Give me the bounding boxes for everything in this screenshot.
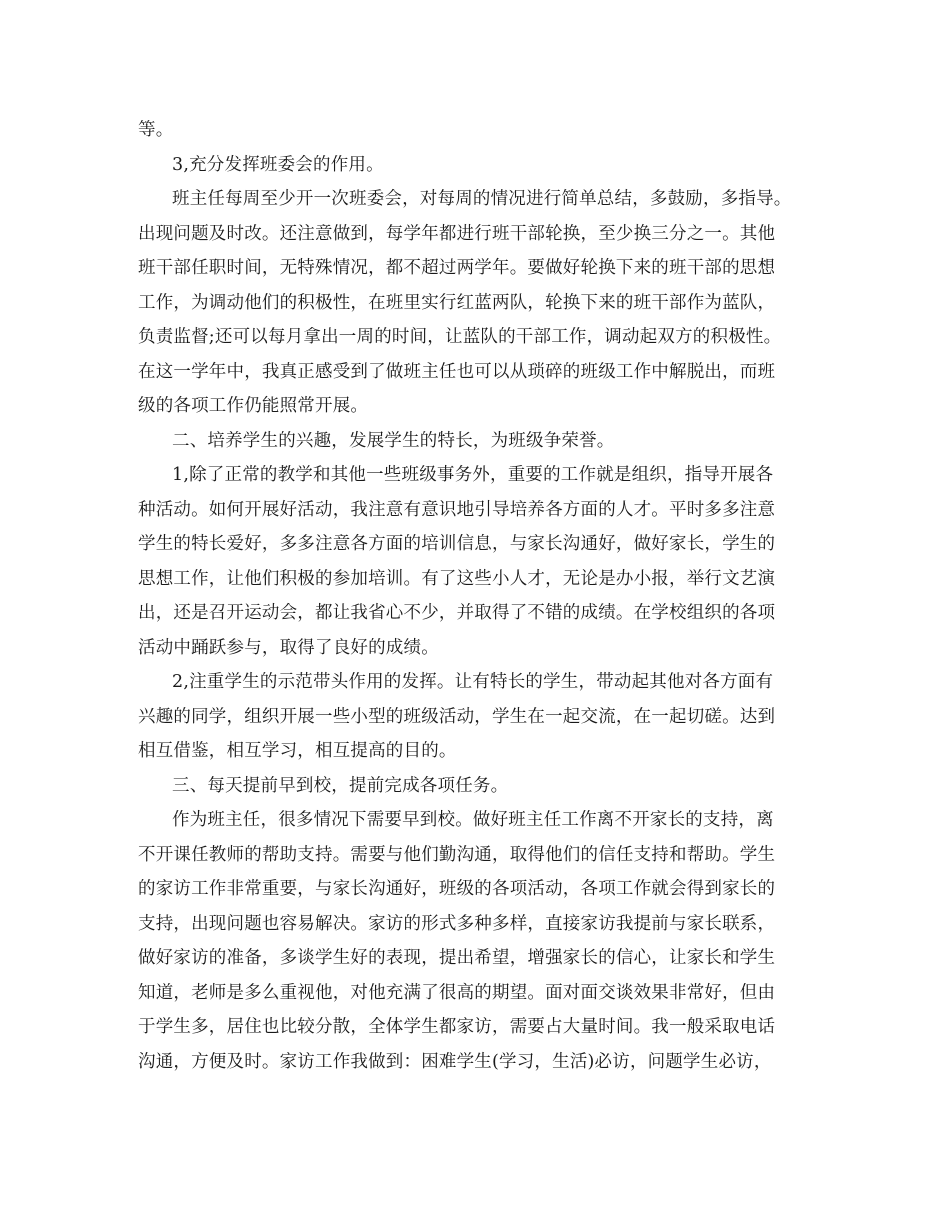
text-line-8: 在这一学年中，我真正感受到了做班主任也可以从琐碎的班级工作中解脱出，而班 [138,361,776,382]
text-line-14: 思想工作，让他们积极的参加培训。有了这些小人才，无论是办小报，举行文艺演 [138,568,776,589]
text-line-13: 学生的特长爱好，多多注意各方面的培训信息，与家长沟通好，做好家长，学生的 [138,534,776,554]
text-line-3: 班主任每周至少开一次班委会，对每周的情况进行简单总结，多鼓励，多指导。 [172,189,792,209]
text-line-4: 出现问题及时改。还注意做到，每学年都进行班干部轮换，至少换三分之一。其他 [138,223,776,244]
text-line-5: 班干部任职时间，无特殊情况，都不超过两学年。要做好轮换下来的班干部的思想 [138,258,776,278]
text-line-22: 不开课任教师的帮助支持。需要与他们勤沟通，取得他们的信任支持和帮助。学生 [138,844,776,865]
text-line-9: 级的各项工作仍能照常开展。 [138,396,369,416]
text-line-26: 知道，老师是多么重视他，对他充满了很高的期望。面对面交谈效果非常好，但由 [138,982,776,1003]
section-heading-3: 3,充分发挥班委会的作用。 [172,154,384,175]
text-line-12: 种活动。如何开展好活动，我注意有意识地引导培养各方面的人才。平时多多注意 [138,499,776,520]
document-body [138,113,828,1079]
text-line-21: 作为班主任，很多情况下需要早到校。做好班主任工作离不开家长的支持，离 [172,810,774,830]
text-line-6: 工作，为调动他们的积极性，在班里实行红蓝两队，轮换下来的班干部作为蓝队， [138,292,776,313]
text-line-19: 相互借鉴，相互学习，相互提高的目的。 [138,741,457,761]
text-line-27: 于学生多，居住也比较分散，全体学生都家访，需要占大量时间。我一般采取电话 [138,1017,776,1037]
section-heading-three: 三、每天提前早到校，提前完成各项任务。 [172,775,509,796]
text-line-1: 等。 [138,120,174,140]
text-line-24: 支持，出现问题也容易解决。家访的形式多种多样，直接家访我提前与家长联系， [138,913,776,934]
text-line-23: 的家访工作非常重要，与家长沟通好，班级的各项活动，各项工作就会得到家长的 [138,879,776,899]
text-line-18: 兴趣的同学，组织开展一些小型的班级活动，学生在一起交流，在一起切磋。达到 [138,706,776,727]
text-line-16: 活动中踊跃参与，取得了良好的成绩。 [138,637,439,658]
text-line-11: 1,除了正常的教学和其他一些班级事务外，重要的工作就是组织，指导开展各 [172,465,774,485]
section-heading-two: 二、培养学生的兴趣，发展学生的特长，为班级争荣誉。 [172,430,615,451]
text-line-25: 做好家访的准备，多谈学生好的表现，提出希望，增强家长的信心，让家长和学生 [138,948,776,968]
text-line-28: 沟通，方便及时。家访工作我做到：困难学生(学习，生活)必访，问题学生必访， [138,1051,772,1072]
text-line-7: 负责监督;还可以每月拿出一周的时间，让蓝队的干部工作，调动起双方的积极性。 [138,327,782,347]
text-line-15: 出，还是召开运动会，都让我省心不少，并取得了不错的成绩。在学校组织的各项 [138,603,776,623]
text-line-17: 2,注重学生的示范带头作用的发挥。让有特长的学生，带动起其他对各方面有 [172,672,774,692]
